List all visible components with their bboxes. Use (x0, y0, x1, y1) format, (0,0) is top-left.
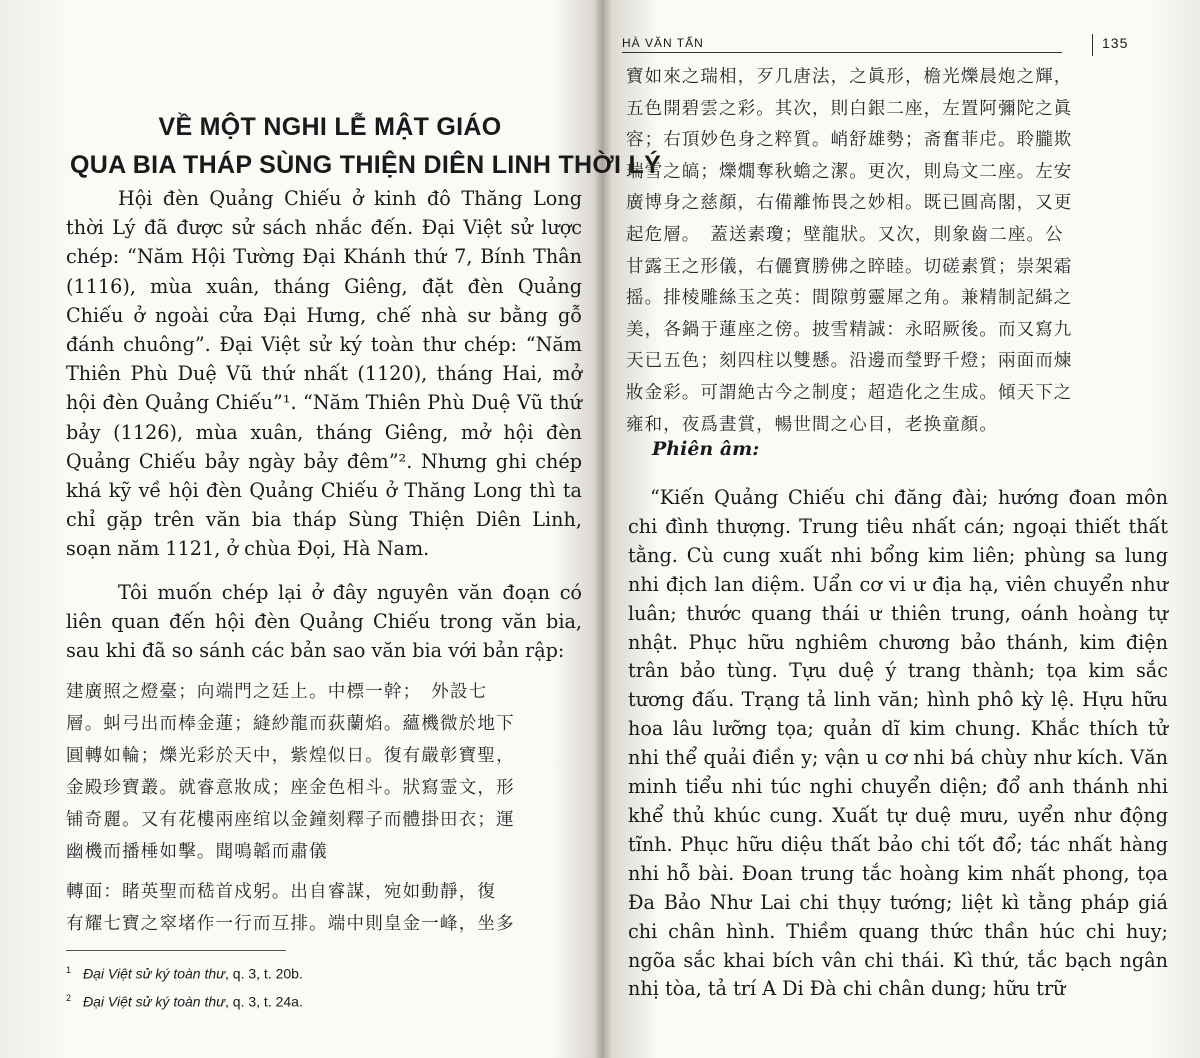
footnote-number: 2 (66, 992, 72, 1003)
classical-chinese-quote-1 (66, 676, 578, 868)
quote-line: 摇。排棱雕絲玉之英：間隙剪靈犀之角。兼精制記緝之 (626, 288, 1073, 309)
footnote-source: Đại Việt sử ký toàn thư (83, 965, 226, 982)
footnote-number: 1 (66, 965, 72, 975)
quote-line: 寶如來之瑞相，歹几唐法，之眞形，檐光爍晨炮之輝， (626, 67, 1073, 87)
chapter-title-line-2: QUA BIA THÁP SÙNG THIỆN DIÊN LINH THỜI LÝ (70, 151, 662, 179)
quote-line: 妝金彩。可謂絶古今之制度；超造化之生成。傾天下之 (626, 382, 1073, 403)
paragraph-1: Hội đèn Quảng Chiếu ở kinh đô Thăng Long thời Lý đã được sử sách nhắc đến. Đại Việt sử lược chép: “Năm Hội Tường Đại Khánh thứ 7, Bính Thân (1116), mùa xuân, tháng Giêng, đặt đèn Quảng Chiếu ở ngoài cửa Đại Hưng, chế nhà sư bằng gỗ đánh chuông”. Đại Việt sử ký toàn thư chép: “Năm Thiên Phù Duệ Vũ thứ nhất (1120), tháng Hai, mở hội đèn Quảng Chiếu”¹. “Năm Thiên Phù Duệ Vũ thứ bảy (1126), mùa xuân, tháng Giêng, mở hội đèn Quảng Chiếu bảy ngày bảy đêm”². Nhưng ghi chép khá kỹ về hội đèn Quảng Chiếu ở Thăng Long thì ta chỉ gặp trên văn bia tháp Sùng Thiện Diên Linh, soạn năm 1121, ở chùa Đọi, Hà Nam. (66, 187, 582, 561)
footnote-2 (66, 986, 566, 1014)
quote-line: 甘露王之形儀，右儷寶勝佛之睟睦。切磋素質；崇架霜 (626, 256, 1073, 277)
running-head-author: HÀ VĂN TẤN (622, 36, 704, 50)
right-page (600, 0, 1200, 1058)
quote-line: 五色開碧雲之彩。其次，則白銀二座，左置阿彌陀之眞 (626, 98, 1073, 119)
footnote-1 (66, 958, 566, 986)
quote-1-line: 金殿珍寶叢。就睿意妝成；座金色相斗。狀寫霊文，形 (66, 778, 515, 798)
quote-1-line: 圓轉如輪；爍光彩於天中，紫煌似日。復有嚴彰寶聖， (66, 746, 515, 766)
paragraph-2: Tôi muốn chép lại ở đây nguyên văn đoạn có liên quan đến hội đèn Quảng Chiếu trong văn bia, sau khi đã so sánh các bản sao văn bia với bản rập: (66, 580, 582, 663)
right-body-text (628, 484, 1168, 1004)
quote-line: 美，各鍋于蓮座之傍。披雪精誠：永昭厥後。而又寫九 (626, 319, 1073, 340)
footnote-reference: , q. 3, t. 20b. (225, 965, 303, 982)
quote-1-line: 幽機而播棰如擊。聞鳴韜而肅儀 (66, 842, 328, 862)
quote-1-line: 層。虯弓出而棒金蓮；縫紗龍而荻蘭焰。蘊機微於地下 (66, 714, 515, 734)
header-separator (1092, 34, 1093, 56)
quote-1-line: 建廣照之燈臺；向端門之廷上。中標一幹； 外設七 (66, 682, 488, 702)
chapter-title-line-1: VỀ MỘT NGHI LỄ MẬT GIÁO (158, 113, 502, 141)
quote-line: 天已五色；刻四柱以雙懸。沿邊而瑩野千燈；兩面而煉 (626, 351, 1073, 372)
quote-2-line: 有耀七寶之窣堵作一行而互排。端中則皇金一峰，坐多 (66, 914, 515, 934)
left-body-text (66, 184, 582, 679)
classical-chinese-quote-2 (66, 876, 578, 940)
classical-chinese-quote-continued (626, 62, 1160, 441)
quote-line: 容；右頂妙色身之粹質。峭舒雄勢；斋奮菲虍。聆朧欺 (626, 130, 1073, 151)
quote-line: 雍和，夜爲晝賞，暢世間之心目，老换童顏。 (626, 414, 998, 435)
page-number: 135 (1102, 35, 1129, 51)
chapter-title (70, 108, 662, 184)
transliteration-paragraph: “Kiến Quảng Chiếu chi đăng đài; hướng đoan môn chi đình thượng. Trung tiêu nhất cán; ngoại thiết thất tằng. Cù cung xuất nhi bổng kim liên; phùng sa lung nhi địch lan diệm. Uẩn cơ vi ư địa hạ, viên chuyển như luân; thước quang thái ư thiên trung, oánh hoàng tự nhật. Phục hữu nghiêm chương bảo thánh, kim điện trân bảo tùng. Tựu duệ ý trang thành; tọa kim sắc tương đấu. Trạng tả linh văn; hình phô kỳ lệ. Hựu hữu hoa lâu lưỡng tọa; quản dĩ kim chung. Khắc thích tử nhi thể quải điền y; vận u cơ nhi bá chùy như kích. Văn minh tiểu nhi túc nghi chuyển diện; đổ anh thánh nhi khể thủ khúc cung. Xuất tự duệ mưu, uyển như động tĩnh. Phục hữu diệu thất bảo chi tốt đổ; tác nhất hàng nhi hỗ bài. Đoan trung tắc hoàng kim nhất phong, tọa Đa Bảo Như Lai chi thụy tướng; liệt kì tằng pháp giá chi chân hình. Thiềm quang thức thần húc chi huy; ngõa sắc khai bích vân chi thái. Kì thứ, tắc bạch ngân nhị tòa, tả trí A Di Đà chi chân dung; hữu trữ (628, 486, 1168, 1001)
footnotes (66, 958, 566, 1013)
running-header (622, 34, 1152, 54)
header-rule (622, 52, 1062, 53)
quote-2-line: 轉面：睹英聖而嵇首戍躬。出自睿謀，宛如動靜，復 (66, 882, 497, 902)
quote-line: 廣博身之慈顏，右備離怖畏之妙相。既已圓高閣，又更 (626, 193, 1073, 214)
footnote-source: Đại Việt sử ký toàn thư (83, 993, 226, 1010)
quote-1-line: 铺奇麗。又有花樓兩座绾以金鐘刻釋子而體掛田衣；運 (66, 810, 515, 830)
quote-line: 起危層。 蓋送素瓊；壁龍狀。又次，則象齒二座。公 (626, 224, 1064, 245)
phien-am-heading: Phiên âm: (652, 438, 760, 460)
quote-line: 瑞雪之皜；爍燗奪秋蟾之潔。更次，則烏文二座。左安 (626, 161, 1073, 182)
footnote-reference: , q. 3, t. 24a. (225, 993, 303, 1010)
footnote-divider (66, 950, 286, 951)
